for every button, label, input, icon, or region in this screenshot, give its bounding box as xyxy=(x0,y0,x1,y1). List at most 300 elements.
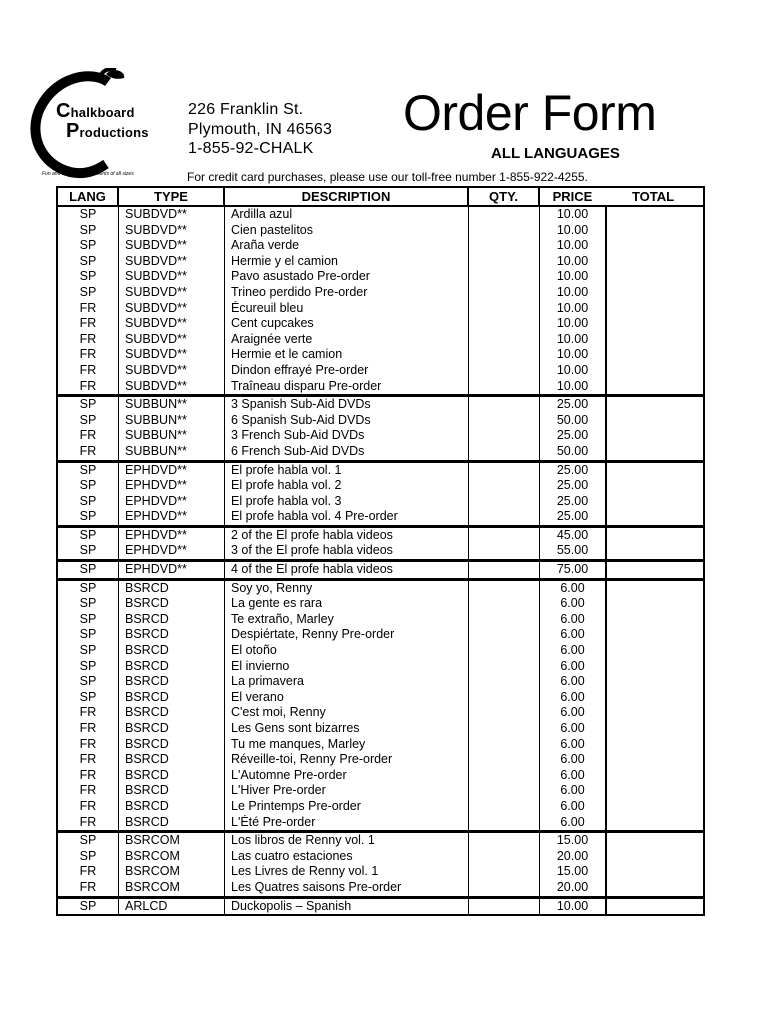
cell-type: SUBDVD** xyxy=(119,347,225,363)
total-input[interactable] xyxy=(603,238,703,254)
qty-input[interactable] xyxy=(469,880,540,896)
cell-price: 6.00 xyxy=(560,658,585,673)
cell-lang: FR xyxy=(58,705,119,721)
cell-description: Te extraño, Marley xyxy=(225,612,469,628)
cell-lang: SP xyxy=(58,833,119,849)
qty-input[interactable] xyxy=(469,899,540,915)
company-logo xyxy=(30,68,180,184)
cell-price: 10.00 xyxy=(556,331,589,346)
qty-input[interactable] xyxy=(469,543,540,559)
cell-price: 6.00 xyxy=(560,643,585,658)
table-row xyxy=(58,332,605,348)
cell-price: 10.00 xyxy=(556,316,589,331)
table-row xyxy=(58,363,605,379)
cell-price: 10.00 xyxy=(556,253,589,268)
qty-input[interactable] xyxy=(469,397,540,413)
qty-input[interactable] xyxy=(469,768,540,784)
cell-description: Araña verde xyxy=(225,238,469,254)
qty-input[interactable] xyxy=(469,815,540,831)
cell-description: 3 of the El profe habla videos xyxy=(225,543,469,559)
cell-description: La primavera xyxy=(225,674,469,690)
cell-type: BSRCD xyxy=(119,627,225,643)
cell-lang: SP xyxy=(58,690,119,706)
cell-description: 6 French Sub-Aid DVDs xyxy=(225,444,469,460)
total-input[interactable] xyxy=(603,413,703,429)
qty-input[interactable] xyxy=(469,799,540,815)
table-row xyxy=(58,659,605,675)
cell-description: El invierno xyxy=(225,659,469,675)
table-row xyxy=(58,880,605,896)
cell-description: Duckopolis – Spanish xyxy=(225,899,469,915)
qty-input[interactable] xyxy=(469,849,540,865)
cell-description: La gente es rara xyxy=(225,596,469,612)
table-row xyxy=(58,478,605,494)
cell-price: 6.00 xyxy=(560,721,585,735)
cell-description: El profe habla vol. 1 xyxy=(225,463,469,479)
cell-price: 10.00 xyxy=(556,378,589,393)
total-input[interactable] xyxy=(603,752,703,768)
cell-lang: FR xyxy=(58,880,119,896)
cell-type: SUBDVD** xyxy=(119,254,225,270)
cell-price: 45.00 xyxy=(556,527,589,542)
cell-type: BSRCOM xyxy=(119,849,225,865)
cell-description: Hermie y el camion xyxy=(225,254,469,270)
cell-price: 10.00 xyxy=(556,222,589,237)
cell-price: 10.00 xyxy=(556,269,589,284)
total-header xyxy=(603,188,703,207)
address-phone: 1-855-92-CHALK xyxy=(188,140,314,157)
total-input[interactable] xyxy=(603,705,703,721)
qty-input[interactable] xyxy=(469,752,540,768)
table-row xyxy=(58,721,605,737)
cell-description: Les Quatres saisons Pre-order xyxy=(225,880,469,896)
table-body xyxy=(58,207,605,914)
row-group xyxy=(58,207,605,397)
qty-input[interactable] xyxy=(469,612,540,628)
cell-description: Trineo perdido Pre-order xyxy=(225,285,469,301)
qty-input[interactable] xyxy=(469,721,540,737)
cell-price: 10.00 xyxy=(556,300,589,315)
cell-lang: FR xyxy=(58,783,119,799)
cell-type: BSRCD xyxy=(119,783,225,799)
cell-description: Cien pastelitos xyxy=(225,223,469,239)
table-row xyxy=(58,301,605,317)
cell-type: BSRCD xyxy=(119,799,225,815)
cell-lang: SP xyxy=(58,849,119,865)
cell-price: 15.00 xyxy=(556,833,589,848)
cell-lang: SP xyxy=(58,413,119,429)
total-input[interactable] xyxy=(603,269,703,285)
total-input[interactable] xyxy=(603,332,703,348)
cell-description: Tu me manques, Marley xyxy=(225,737,469,753)
qty-input[interactable] xyxy=(469,223,540,239)
cell-description: C'est moi, Renny xyxy=(225,705,469,721)
total-input[interactable] xyxy=(603,783,703,799)
qty-input[interactable] xyxy=(469,690,540,706)
cell-price: 6.00 xyxy=(560,689,585,704)
table-row xyxy=(58,223,605,239)
total-group xyxy=(603,528,703,562)
table-header xyxy=(58,186,605,207)
logo-tagline: Fun and creative supplements of all sizes xyxy=(42,171,134,177)
cell-description: Les Livres de Renny vol. 1 xyxy=(225,864,469,880)
table-row xyxy=(58,238,605,254)
table-row xyxy=(58,643,605,659)
cell-lang: FR xyxy=(58,752,119,768)
cell-price: 20.00 xyxy=(556,848,589,863)
logo-word-1: Chalkboard xyxy=(56,100,135,122)
total-input[interactable] xyxy=(603,643,703,659)
cell-type: EPHDVD** xyxy=(119,562,225,578)
total-input[interactable] xyxy=(603,596,703,612)
table-row xyxy=(58,833,605,849)
total-group xyxy=(603,581,703,834)
cell-type: EPHDVD** xyxy=(119,528,225,544)
cell-type: BSRCD xyxy=(119,596,225,612)
cell-type: SUBDVD** xyxy=(119,379,225,395)
header-type: TYPE xyxy=(119,188,225,205)
cell-price: 10.00 xyxy=(556,898,589,913)
table-row xyxy=(58,397,605,413)
total-group xyxy=(603,899,703,915)
qty-input[interactable] xyxy=(469,363,540,379)
cell-type: SUBBUN** xyxy=(119,397,225,413)
qty-input[interactable] xyxy=(469,581,540,597)
row-group xyxy=(58,463,605,528)
qty-input[interactable] xyxy=(469,737,540,753)
total-group xyxy=(603,833,703,898)
qty-input[interactable] xyxy=(469,285,540,301)
qty-input[interactable] xyxy=(469,444,540,460)
cell-lang: FR xyxy=(58,721,119,737)
cell-description: 3 French Sub-Aid DVDs xyxy=(225,428,469,444)
cell-description: Pavo asustado Pre-order xyxy=(225,269,469,285)
table-row xyxy=(58,413,605,429)
qty-input[interactable] xyxy=(469,528,540,544)
cell-price: 10.00 xyxy=(556,347,589,362)
cell-price: 6.00 xyxy=(560,798,585,813)
cell-description: Les Gens sont bizarres xyxy=(225,721,469,737)
cell-description: 4 of the El profe habla videos xyxy=(225,562,469,578)
cell-lang: SP xyxy=(58,581,119,597)
qty-input[interactable] xyxy=(469,705,540,721)
total-group xyxy=(603,397,703,462)
total-input[interactable] xyxy=(603,674,703,690)
total-input[interactable] xyxy=(603,833,703,849)
qty-input[interactable] xyxy=(469,254,540,270)
cell-description: 3 Spanish Sub-Aid DVDs xyxy=(225,397,469,413)
qty-input[interactable] xyxy=(469,332,540,348)
cell-lang: SP xyxy=(58,899,119,915)
cell-price: 6.00 xyxy=(560,736,585,751)
cell-type: SUBDVD** xyxy=(119,285,225,301)
cell-lang: SP xyxy=(58,207,119,223)
total-cells xyxy=(603,207,703,914)
row-group xyxy=(58,581,605,834)
cell-description: Cent cupcakes xyxy=(225,316,469,332)
cell-type: SUBBUN** xyxy=(119,444,225,460)
total-input[interactable] xyxy=(603,478,703,494)
table-row xyxy=(58,543,605,559)
total-input[interactable] xyxy=(603,463,703,479)
table-row xyxy=(58,815,605,831)
qty-input[interactable] xyxy=(469,783,540,799)
total-column xyxy=(603,186,705,916)
total-input[interactable] xyxy=(603,223,703,239)
cell-price: 6.00 xyxy=(560,814,585,829)
cell-lang: SP xyxy=(58,509,119,525)
qty-input[interactable] xyxy=(469,659,540,675)
table-row xyxy=(58,849,605,865)
qty-input[interactable] xyxy=(469,494,540,510)
qty-input[interactable] xyxy=(469,301,540,317)
cell-type: SUBBUN** xyxy=(119,428,225,444)
cell-description: Soy yo, Renny xyxy=(225,581,469,597)
cell-type: SUBDVD** xyxy=(119,301,225,317)
cell-price: 25.00 xyxy=(556,509,589,524)
qty-input[interactable] xyxy=(469,463,540,479)
total-input[interactable] xyxy=(603,428,703,444)
qty-input[interactable] xyxy=(469,428,540,444)
cell-lang: FR xyxy=(58,363,119,379)
table-row xyxy=(58,562,605,578)
qty-input[interactable] xyxy=(469,643,540,659)
total-input[interactable] xyxy=(603,880,703,896)
total-input[interactable] xyxy=(603,721,703,737)
table-row xyxy=(58,269,605,285)
cell-type: BSRCD xyxy=(119,674,225,690)
cell-lang: FR xyxy=(58,864,119,880)
cell-type: EPHDVD** xyxy=(119,478,225,494)
total-input[interactable] xyxy=(603,864,703,880)
cell-lang: SP xyxy=(58,285,119,301)
total-input[interactable] xyxy=(603,799,703,815)
total-input[interactable] xyxy=(603,528,703,544)
cell-lang: FR xyxy=(58,768,119,784)
cell-type: BSRCD xyxy=(119,643,225,659)
table-row xyxy=(58,444,605,460)
cell-type: BSRCOM xyxy=(119,880,225,896)
cell-type: SUBDVD** xyxy=(119,363,225,379)
row-group xyxy=(58,562,605,581)
qty-input[interactable] xyxy=(469,316,540,332)
cell-description: El profe habla vol. 4 Pre-order xyxy=(225,509,469,525)
cell-description: L'Hiver Pre-order xyxy=(225,783,469,799)
table-row xyxy=(58,581,605,597)
cell-lang: FR xyxy=(58,737,119,753)
row-group xyxy=(58,899,605,915)
cell-lang: SP xyxy=(58,269,119,285)
cell-price: 10.00 xyxy=(556,284,589,299)
header-lang: LANG xyxy=(58,188,119,205)
cell-price: 55.00 xyxy=(556,543,589,558)
cell-description: El profe habla vol. 2 xyxy=(225,478,469,494)
cell-lang: FR xyxy=(58,444,119,460)
table-row xyxy=(58,528,605,544)
cell-lang: SP xyxy=(58,463,119,479)
qty-input[interactable] xyxy=(469,478,540,494)
cell-lang: SP xyxy=(58,478,119,494)
cell-description: L'Automne Pre-order xyxy=(225,768,469,784)
cell-description: Réveille-toi, Renny Pre-order xyxy=(225,752,469,768)
table-row xyxy=(58,379,605,395)
cell-price: 6.00 xyxy=(560,767,585,782)
table-row xyxy=(58,596,605,612)
total-input[interactable] xyxy=(603,543,703,559)
cell-price: 6.00 xyxy=(560,627,585,642)
table-row xyxy=(58,347,605,363)
cell-lang: FR xyxy=(58,379,119,395)
cell-type: EPHDVD** xyxy=(119,463,225,479)
qty-input[interactable] xyxy=(469,627,540,643)
page-title: Order Form xyxy=(403,85,657,141)
cell-lang: FR xyxy=(58,799,119,815)
cell-description: El profe habla vol. 3 xyxy=(225,494,469,510)
cell-price: 6.00 xyxy=(560,705,585,720)
qty-input[interactable] xyxy=(469,413,540,429)
cell-lang: SP xyxy=(58,659,119,675)
total-input[interactable] xyxy=(603,768,703,784)
cell-type: BSRCD xyxy=(119,768,225,784)
cell-type: BSRCD xyxy=(119,705,225,721)
header-description: DESCRIPTION xyxy=(225,188,469,205)
cell-lang: SP xyxy=(58,627,119,643)
qty-input[interactable] xyxy=(469,347,540,363)
cell-type: BSRCD xyxy=(119,815,225,831)
total-input[interactable] xyxy=(603,612,703,628)
qty-input[interactable] xyxy=(469,207,540,223)
table-row xyxy=(58,737,605,753)
cell-description: Araignée verte xyxy=(225,332,469,348)
table-row xyxy=(58,627,605,643)
cell-type: BSRCD xyxy=(119,752,225,768)
cell-price: 6.00 xyxy=(560,752,585,767)
total-input[interactable] xyxy=(603,301,703,317)
total-input[interactable] xyxy=(603,397,703,413)
cell-lang: SP xyxy=(58,528,119,544)
total-input[interactable] xyxy=(603,444,703,460)
cell-lang: SP xyxy=(58,223,119,239)
qty-input[interactable] xyxy=(469,674,540,690)
total-input[interactable] xyxy=(603,849,703,865)
cell-price: 20.00 xyxy=(556,879,589,894)
table-row xyxy=(58,509,605,525)
cell-description: Las cuatro estaciones xyxy=(225,849,469,865)
total-input[interactable] xyxy=(603,254,703,270)
table-row xyxy=(58,768,605,784)
cell-description: El verano xyxy=(225,690,469,706)
total-group xyxy=(603,562,703,581)
cell-price: 6.00 xyxy=(560,674,585,689)
qty-input[interactable] xyxy=(469,596,540,612)
row-group xyxy=(58,397,605,462)
cell-lang: SP xyxy=(58,643,119,659)
cell-type: BSRCD xyxy=(119,581,225,597)
cell-description: Dindon effrayé Pre-order xyxy=(225,363,469,379)
address-city: Plymouth, IN 46563 xyxy=(188,121,333,138)
table-row xyxy=(58,674,605,690)
page-subtitle: ALL LANGUAGES xyxy=(491,145,620,162)
cell-price: 6.00 xyxy=(560,611,585,626)
cell-type: BSRCOM xyxy=(119,833,225,849)
cell-lang: FR xyxy=(58,332,119,348)
header-price: PRICE xyxy=(552,189,593,204)
cell-description: Ardilla azul xyxy=(225,207,469,223)
cell-description: El otoño xyxy=(225,643,469,659)
table-row xyxy=(58,254,605,270)
cell-price: 10.00 xyxy=(556,207,589,221)
cell-price: 6.00 xyxy=(560,783,585,798)
cell-lang: SP xyxy=(58,238,119,254)
table-row xyxy=(58,316,605,332)
cell-description: Traîneau disparu Pre-order xyxy=(225,379,469,395)
total-input[interactable] xyxy=(603,379,703,395)
cell-type: BSRCD xyxy=(119,690,225,706)
total-input[interactable] xyxy=(603,207,703,223)
qty-input[interactable] xyxy=(469,562,540,578)
qty-input[interactable] xyxy=(469,864,540,880)
table-row xyxy=(58,494,605,510)
total-input[interactable] xyxy=(603,737,703,753)
total-input[interactable] xyxy=(603,285,703,301)
table-row xyxy=(58,690,605,706)
logo-word-2: Productions xyxy=(66,120,149,142)
table-row xyxy=(58,612,605,628)
credit-card-note: For credit card purchases, please use our toll-free number 1-855-922-4255. xyxy=(187,170,588,184)
cell-description: 2 of the El profe habla videos xyxy=(225,528,469,544)
cell-price: 6.00 xyxy=(560,580,585,595)
cell-lang: SP xyxy=(58,397,119,413)
cell-price: 6.00 xyxy=(560,596,585,611)
row-group xyxy=(58,528,605,562)
total-input[interactable] xyxy=(603,815,703,831)
total-input[interactable] xyxy=(603,562,703,578)
qty-input[interactable] xyxy=(469,269,540,285)
cell-price: 25.00 xyxy=(556,462,589,477)
cell-description: Los libros de Renny vol. 1 xyxy=(225,833,469,849)
total-input[interactable] xyxy=(603,659,703,675)
qty-input[interactable] xyxy=(469,238,540,254)
total-input[interactable] xyxy=(603,494,703,510)
cell-type: SUBDVD** xyxy=(119,238,225,254)
qty-input[interactable] xyxy=(469,509,540,525)
total-input[interactable] xyxy=(603,690,703,706)
qty-input[interactable] xyxy=(469,833,540,849)
total-input[interactable] xyxy=(603,899,703,915)
total-input[interactable] xyxy=(603,509,703,525)
total-input[interactable] xyxy=(603,347,703,363)
cell-lang: FR xyxy=(58,428,119,444)
cell-type: EPHDVD** xyxy=(119,494,225,510)
cell-type: EPHDVD** xyxy=(119,509,225,525)
cell-type: BSRCD xyxy=(119,721,225,737)
cell-type: SUBDVD** xyxy=(119,316,225,332)
total-input[interactable] xyxy=(603,316,703,332)
table-row xyxy=(58,752,605,768)
table-row xyxy=(58,207,605,223)
address-street: 226 Franklin St. xyxy=(188,101,304,118)
cell-lang: SP xyxy=(58,543,119,559)
total-input[interactable] xyxy=(603,627,703,643)
cell-lang: SP xyxy=(58,494,119,510)
total-input[interactable] xyxy=(603,581,703,597)
cell-type: SUBBUN** xyxy=(119,413,225,429)
table-row xyxy=(58,899,605,915)
order-table xyxy=(56,186,607,916)
row-group xyxy=(58,833,605,898)
qty-input[interactable] xyxy=(469,379,540,395)
total-input[interactable] xyxy=(603,363,703,379)
